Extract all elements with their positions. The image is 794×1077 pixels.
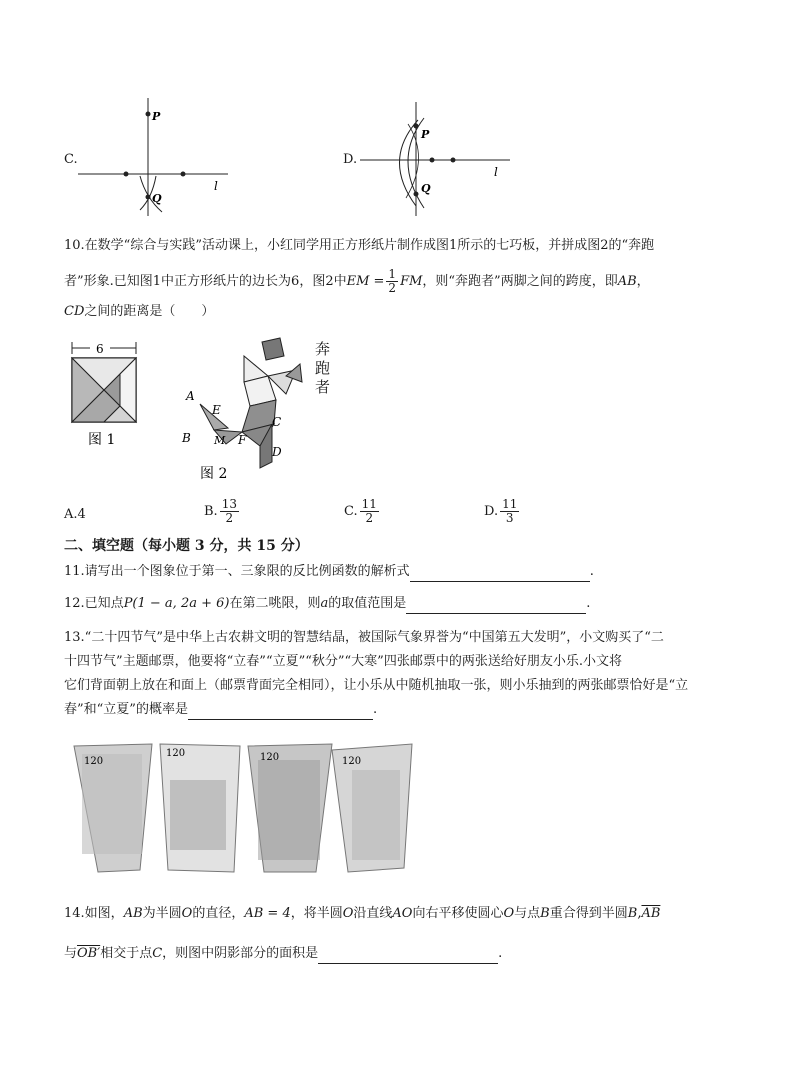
q10-option-c: C. $\frac{11}{2}$ [344, 497, 377, 525]
q10-line1: 10.在数学“综合与实践”活动课上，小红同学用正方形纸片制作成图1所示的七巧板，并拼成图2的“奔跑 [64, 238, 655, 253]
label-a: A [186, 389, 195, 403]
point-p: P [152, 110, 161, 123]
svg-text:120: 120 [260, 752, 280, 763]
arc-ob-prime: OB′ [77, 946, 101, 961]
svg-text:120: 120 [166, 748, 186, 759]
option-c-figure [78, 98, 248, 218]
stamp-4 [332, 744, 412, 872]
svg-text:P: P [421, 128, 430, 141]
line-l: l [214, 179, 218, 193]
svg-text:120: 120 [342, 756, 362, 767]
stamp-2 [160, 744, 240, 872]
svg-text:120: 120 [84, 756, 104, 767]
option-d-label: D. [343, 152, 358, 167]
section-heading: 二、填空题（每小题 3 分，共 15 分） [64, 538, 309, 554]
label-e: E [212, 403, 221, 417]
fig1-caption: 图 1 [88, 432, 116, 448]
q10-option-d: D. $\frac{11}{3}$ [484, 497, 518, 525]
tangram-figure-1 [66, 338, 156, 458]
q14-line2: 与OB′相交于点C，则图中阴影部分的面积是 . [64, 944, 502, 964]
fraction-half: $\frac{1}{2}$ [388, 267, 397, 295]
q13-line2: 十四节气”主题邮票，他要将“立春”“立夏”“秋分”“大寒”四张邮票中的两张送给好朋友小乐.小文将 [64, 654, 622, 669]
fig2-caption: 图 2 [200, 466, 228, 482]
point-q: Q [152, 192, 162, 205]
q13-line1: 13.“二十四节气”是中华上古农耕文明的智慧结晶，被国际气象界誉为“中国第五大发明”，小文购买了“二 [64, 630, 664, 645]
q11-answer-blank[interactable] [410, 567, 590, 582]
label-m: M [214, 434, 226, 447]
label-b: B [182, 431, 191, 445]
q10-line3: CD之间的距离是（ ） [64, 304, 215, 319]
q10-option-a: A.4 [64, 507, 86, 522]
label-f: F [238, 433, 247, 447]
q10-line2: 者”形象.已知图1中正方形纸片的边长为6，图2中EM = $\frac{1}{2}$ FM，则“奔跑者”两脚之间的跨度，即AB， [64, 267, 650, 295]
q13-answer-blank[interactable] [188, 705, 373, 720]
stamp-3 [248, 744, 332, 872]
q10-option-b: B. $\frac{13}{2}$ [204, 497, 237, 525]
q13-line3: 它们背面朝上放在和面上（邮票背面完全相同），让小乐从中随机抽取一张，则小乐抽到的两张邮票恰好是“立 [64, 678, 689, 693]
arc-ab: $\overline{AB}$ [641, 906, 661, 921]
svg-text:Q: Q [421, 182, 431, 195]
svg-text:l: l [494, 165, 498, 179]
label-c: C [272, 415, 282, 429]
fig1-side-label: 6 [96, 342, 104, 356]
q14-line1: 14.如图，AB为半圆O的直径，AB = 4，将半圆O沿直线AO向右平移使圆心O与点B重合得到半圆$B,\overline{AB}$ [64, 906, 661, 921]
fig2-vertical-title: 奔跑者 [315, 340, 331, 396]
stamp-1 [74, 744, 152, 872]
option-c-label: C. [64, 152, 78, 167]
label-d: D [272, 445, 282, 459]
q12-answer-blank[interactable] [406, 599, 586, 614]
q11: 11.请写出一个图象位于第一、三象限的反比例函数的解析式 . [64, 562, 594, 582]
q13-line4: 春”和“立夏”的概率是 . [64, 700, 377, 720]
q12: 12.已知点P(1 − a, 2a + 6)在第二咷限，则a的取值范围是 . [64, 594, 590, 614]
stamps-image [70, 740, 420, 880]
option-d-figure [360, 98, 530, 218]
q14-answer-blank[interactable] [318, 949, 498, 964]
